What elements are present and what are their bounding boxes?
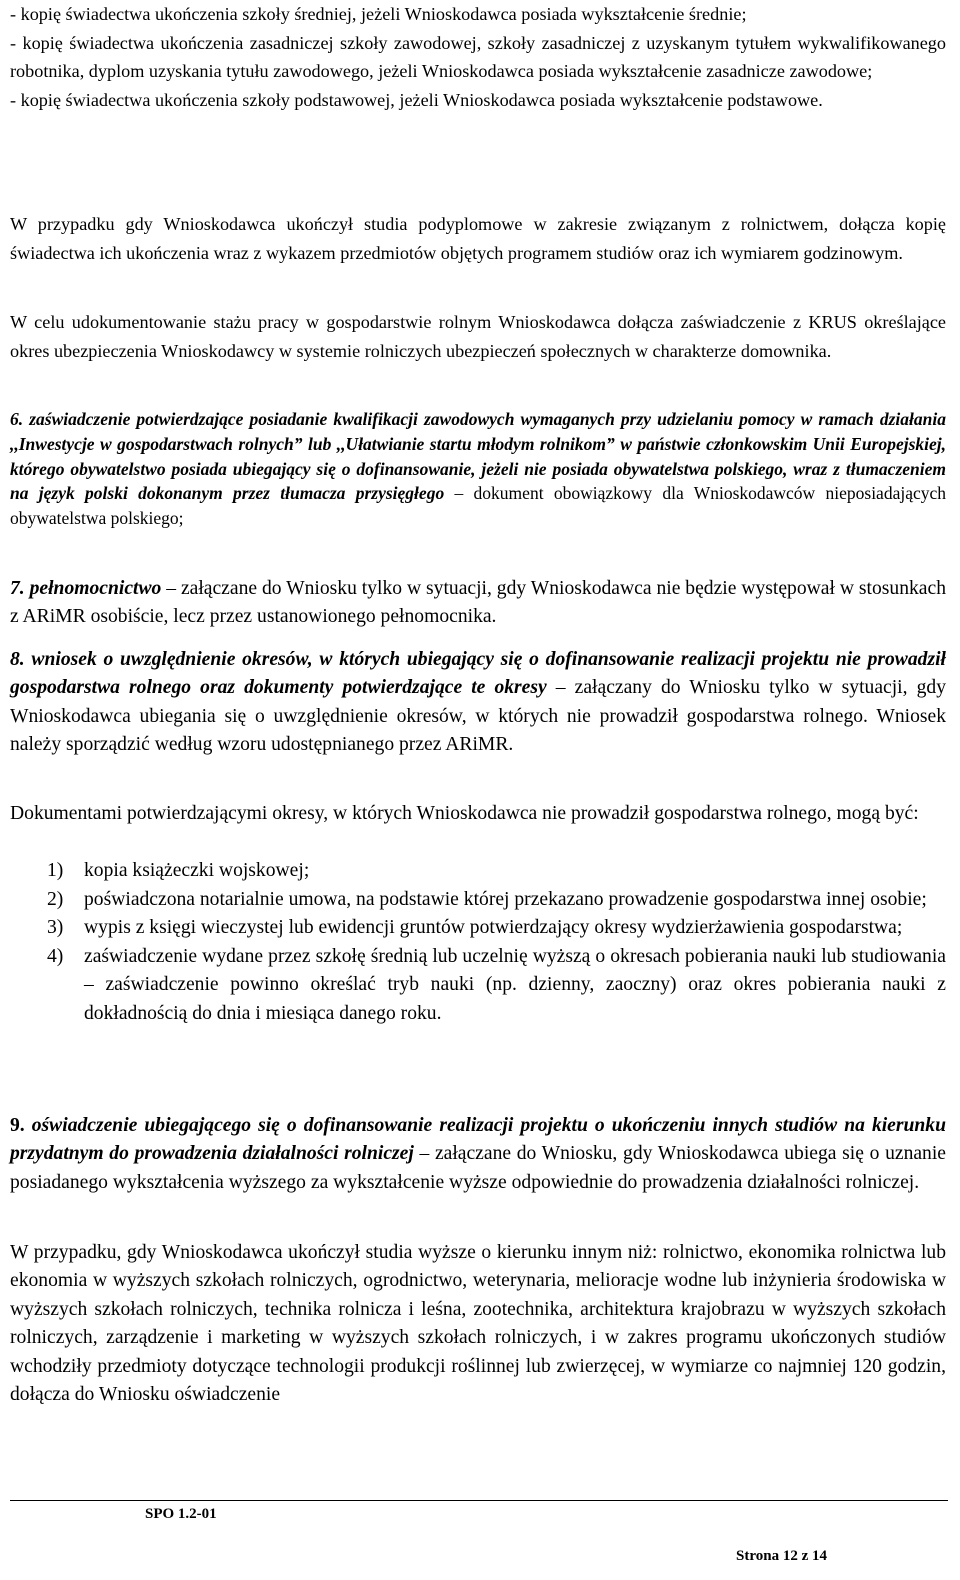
- item-9: [10, 1112, 946, 1197]
- item-9-body: – załączane do Wniosku, gdy Wnioskodawca ubiega się o uznanie posiadanego wykształcenia wyższego za wykształcenie wyższe odpowiednie do prowadzenia działalności rolniczej.: [10, 1143, 946, 1193]
- page-number: Strona 12 z 14: [736, 1548, 827, 1564]
- documents-list-item: 2) poświadczona notarialnie umowa, na podstawie której przekazano prowadzenie gospodarstwa innej osobie;: [47, 888, 927, 910]
- footer-divider: [10, 1500, 948, 1501]
- other-studies-paragraph: W przypadku, gdy Wnioskodawca ukończył studia wyższe o kierunku innym niż: rolnictwo, ekonomika rolnictwa lub ekonomia w wyższych szkołach rolniczych, ogrodnictwo, weterynaria, melioracje wodne lub inżynieria środowiska w wyższych szkołach rolniczych, technika rolnicza i leśna, zootechnika, architektura krajobrazu w wyższych szkołach rolniczych, zarządzenie i marketing w wyższych szkołach rolniczych, i w zakres programu ukończonych studiów wchodziły przedmioty dotyczące technologii produkcji roślinnej lub zwierzęcej, w wymiarze co najmniej 120 godzin, dołącza do Wniosku oświadczenie: [10, 1242, 946, 1406]
- item-8-body: – załączany do Wniosku tylko w sytuacji, gdy Wnioskodawca ubiegania się o uwzględnienie okresów, w których nie prowadził gospodarstwa rolnego. Wniosek należy sporządzić według wzoru udostępnianego przez ARiMR.: [10, 677, 946, 756]
- item-7-body: – załączane do Wniosku tylko w sytuacji, gdy Wnioskodawca nie będzie występował w stosunkach z ARiMR osobiście, lecz przez ustanowionego pełnomocnika.: [10, 578, 946, 628]
- documents-list-item: 4) zaświadczenie wydane przez szkołę średnią lub uczelnię wyższą o okresach pobierania nauki lub studiowania – zaświadczenie powinno określać tryb nauki (np. dzienny, zaoczny) oraz okres pobierania nauki z dokładnością do dnia i miesiąca danego roku.: [47, 945, 946, 1024]
- item-9-title: oświadczenie ubiegającego się o dofinansowanie realizacji projektu o ukończeniu innych studiów na kierunku przydatnym do prowadzenia działalności rolniczej: [10, 1115, 946, 1165]
- item-9-number: 9.: [10, 1115, 25, 1136]
- item-6-body: – dokument obowiązkowy dla Wnioskodawców nieposiadających obywatelstwa polskiego;: [10, 483, 947, 529]
- documents-intro: Dokumentami potwierdzającymi okresy, w których Wnioskodawca nie prowadził gospodarstwa rolnego, mogą być:: [10, 803, 919, 824]
- education-list: [10, 0, 946, 114]
- item-6: [10, 407, 946, 531]
- primary-education-item: - kopię świadectwa ukończenia szkoły podstawowej, jeżeli Wnioskodawca posiada wykształcenie podstawowe.: [10, 89, 823, 110]
- documents-list-item: 3) wypis z księgi wieczystej lub ewidencji gruntów potwierdzający okresy wydzierżawienia gospodarstwa;: [47, 917, 903, 939]
- item-7: [10, 575, 946, 632]
- item-6-title: 6. zaświadczenie potwierdzające posiadanie kwalifikacji zawodowych wymaganych przy udzielaniu pomocy w ramach działania ,,Inwestycje w gospodarstwach rolnych” lub ,,Ułatwianie startu młodym rolnikom” w państwie członkowskim Unii Europejskiej, którego obywatelstwo posiada ubiegający się o dofinansowanie, jeżeli nie posiada obywatelstwa polskiego, wraz z tłumaczeniem na język polski dokonanym przez tłumacza przysięgłego: [10, 409, 946, 504]
- secondary-education-item: - kopię świadectwa ukończenia szkoły średniej, jeżeli Wnioskodawca posiada wykształcenie średnie;: [10, 4, 747, 24]
- krus-paragraph: W celu udokumentowanie stażu pracy w gospodarstwie rolnym Wnioskodawca dołącza zaświadczenie z KRUS określające okres ubezpieczenia Wnioskodawcy w systemie rolniczych ubezpieczeń społecznych w charakterze domownika.: [10, 312, 946, 361]
- documents-list-item: 1) kopia książeczki wojskowej;: [47, 860, 310, 881]
- vocational-education-item: - kopię świadectwa ukończenia zasadniczej szkoły zawodowej, szkoły zasadniczej z uzyskanym tytułem wykwalifikowanego robotnika, dyplom uzyskania tytułu zawodowego, jeżeli Wnioskodawca posiada wykształcenie zasadnicze zawodowe;: [10, 32, 946, 81]
- item-7-title: 7. pełnomocnictwo: [10, 578, 162, 599]
- document-code: SPO 1.2-01: [145, 1506, 217, 1522]
- postgraduate-paragraph: W przypadku gdy Wnioskodawca ukończył studia podyplomowe w zakresie związanym z rolnictwem, dołącza kopię świadectwa ich ukończenia wraz z wykazem przedmiotów objętych programem studiów oraz ich wymiarem godzinowym.: [10, 214, 946, 263]
- item-8-title: 8. wniosek o uwzględnienie okresów, w których ubiegający się o dofinansowanie realizacji projektu nie prowadził gospodarstwa rolnego oraz dokumenty potwierdzające te okresy: [10, 649, 946, 699]
- item-8: [10, 646, 946, 760]
- documents-list: [10, 857, 946, 1029]
